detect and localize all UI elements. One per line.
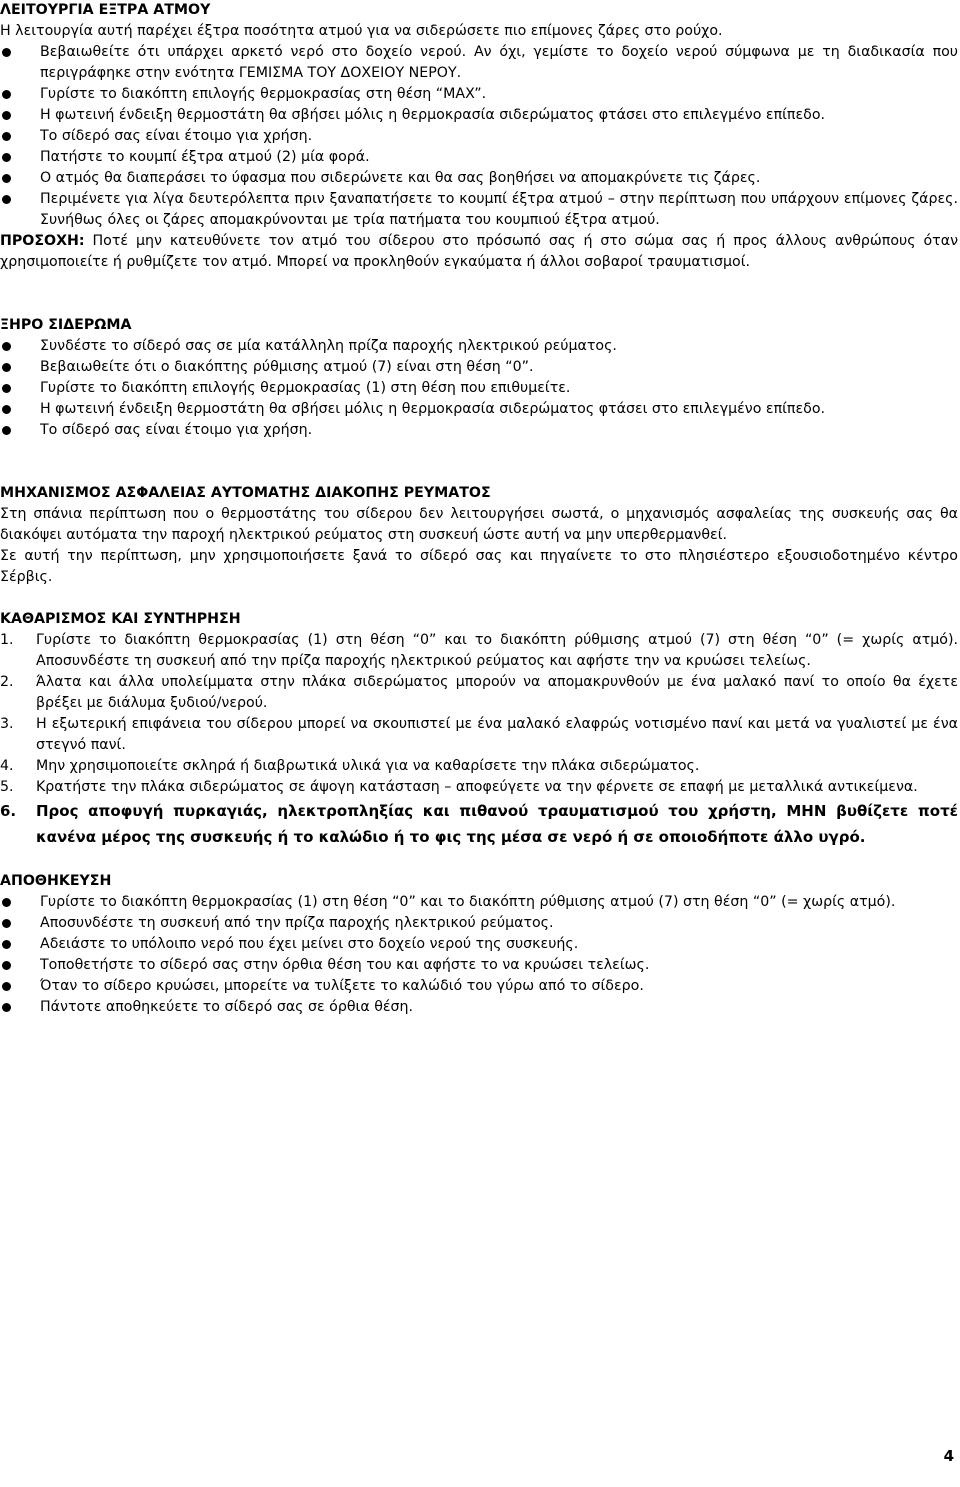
list-item: Πάντοτε αποθηκεύετε το σίδερό σας σε όρθια θέση.: [0, 997, 958, 1018]
section-safety-cutoff: [0, 483, 958, 588]
spacer: [0, 273, 958, 315]
list-item: Βεβαιωθείτε ότι υπάρχει αρκετό νερό στο δοχείο νερού. Αν όχι, γεμίστε το δοχείο νερού σύμφωνα με τη διαδικασία που περιγράφηκε στην ενότητα ΓΕΜΙΣΜΑ ΤΟΥ ΔΟΧΕΙΟΥ ΝΕΡΟΥ.: [0, 42, 958, 84]
spacer: [0, 850, 958, 871]
list-item: Το σίδερό σας είναι έτοιμο για χρήση.: [0, 126, 958, 147]
section-title-safety-cutoff: ΜΗΧΑΝΙΣΜΟΣ ΑΣΦΑΛΕΙΑΣ ΑΥΤΟΜΑΤΗΣ ΔΙΑΚΟΠΗΣ ΡΕΥΜΑΤΟΣ: [0, 485, 491, 501]
list-item: Βεβαιωθείτε ότι ο διακόπτης ρύθμισης ατμού (7) είναι στη θέση “0”.: [0, 357, 958, 378]
section-cleaning: [0, 609, 958, 850]
section-title-dry-ironing: ΞΗΡΟ ΣΙΔΕΡΩΜΑ: [0, 317, 132, 333]
warning-text: Ποτέ μην κατευθύνετε τον ατμό του σίδερου στο πρόσωπό σας ή στο σώμα σας ή προς άλλους ανθρώπους όταν χρησιμοποιείτε ή ρυθμίζετε τον ατμό. Μπορεί να προκληθούν εγκαύματα ή άλλοι σοβαροί τραυματισμοί.: [0, 233, 958, 270]
bullet-icon: [2, 1003, 11, 1012]
list-item: Αποσυνδέστε τη συσκευή από την πρίζα παροχής ηλεκτρικού ρεύματος.: [0, 913, 958, 934]
bullet-icon: [2, 195, 11, 204]
list-item: Αδειάστε το υπόλοιπο νερό που έχει μείνει στο δοχείο νερού της συσκευής.: [0, 934, 958, 955]
extra-steam-bullets: [0, 42, 958, 231]
bullet-icon: [2, 384, 11, 393]
safety-cutoff-paragraph: Σε αυτή την περίπτωση, μην χρησιμοποιήσετε ξανά το σίδερό σας και πηγαίνετε το στο πλησιέστερο εξουσιοδοτημένο κέντρο Σέρβις.: [0, 548, 958, 585]
section-storage: [0, 871, 958, 1018]
list-item: 1. Γυρίστε το διακόπτη θερμοκρασίας (1) στη θέση “0” και το διακόπτη ρύθμισης ατμού (7) στη θέση “0” (= χωρίς ατμό). Αποσυνδέστε τη συσκευή από την πρίζα παροχής ηλεκτρικού ρεύματος και αφήστε την να κρυώσει τελείως.: [0, 632, 958, 669]
cleaning-steps: [0, 630, 958, 850]
bullet-icon: [2, 982, 11, 991]
bullet-icon: [2, 90, 11, 99]
list-item: Ο ατμός θα διαπεράσει το ύφασμα που σιδερώνετε και θα σας βοηθήσει να απομακρύνετε τις ζάρες.: [0, 168, 958, 189]
bullet-icon: [2, 153, 11, 162]
page-number: 4: [943, 1447, 954, 1465]
list-item: Όταν το σίδερο κρυώσει, μπορείτε να τυλίξετε το καλώδιό του γύρω από το σίδερο.: [0, 976, 958, 997]
bullet-icon: [2, 426, 11, 435]
bullet-icon: [2, 405, 11, 414]
bullet-icon: [2, 940, 11, 949]
safety-cutoff-paragraph: Στη σπάνια περίπτωση που ο θερμοστάτης του σίδερου δεν λειτουργήσει σωστά, ο μηχανισμός ασφαλείας της συσκευής σας θα διακόψει αυτόματα την παροχή ηλεκτρικού ρεύματος στη συσκευή ώστε αυτή να μην υπερθερμανθεί.: [0, 506, 958, 543]
extra-steam-warning: [0, 231, 958, 273]
list-item: Συνδέστε το σίδερό σας σε μία κατάλληλη πρίζα παροχής ηλεκτρικού ρεύματος.: [0, 336, 958, 357]
bullet-icon: [2, 342, 11, 351]
dry-ironing-bullets: [0, 336, 958, 441]
bullet-icon: [2, 919, 11, 928]
list-item: 6. Προς αποφυγή πυρκαγιάς, ηλεκτροπληξίας και πιθανού τραυματισμού του χρήστη, ΜΗΝ βυθίζετε ποτέ κανένα μέρος της συσκευής ή το καλώδιο ή το φις της μέσα σε νερό ή σε οποιοδήποτε άλλο υγρό.: [0, 802, 958, 846]
list-item: 4. Μην χρησιμοποιείτε σκληρά ή διαβρωτικά υλικά για να καθαρίσετε την πλάκα σιδερώματος.: [0, 758, 700, 774]
section-title-extra-steam: ΛΕΙΤΟΥΡΓΙΑ ΕΞΤΡΑ ΑΤΜΟΥ: [0, 2, 211, 18]
list-item: Το σίδερό σας είναι έτοιμο για χρήση.: [0, 420, 958, 441]
section-extra-steam: [0, 0, 958, 273]
section-title-storage: ΑΠΟΘΗΚΕΥΣΗ: [0, 873, 112, 889]
list-item: Η φωτεινή ένδειξη θερμοστάτη θα σβήσει μόλις η θερμοκρασία σιδερώματος φτάσει στο επιλεγμένο επίπεδο.: [0, 399, 958, 420]
bullet-icon: [2, 48, 11, 57]
list-item: 5. Κρατήστε την πλάκα σιδερώματος σε άψογη κατάσταση – αποφεύγετε να την φέρνετε σε επαφή με μεταλλικά αντικείμενα.: [0, 779, 918, 795]
list-item: Γυρίστε το διακόπτη θερμοκρασίας (1) στη θέση “0” και το διακόπτη ρύθμισης ατμού (7) στη θέση “0” (= χωρίς ατμό).: [0, 892, 958, 913]
extra-steam-intro: Η λειτουργία αυτή παρέχει έξτρα ποσότητα ατμού για να σιδερώσετε πιο επίμονες ζάρες στο ρούχο.: [0, 23, 723, 39]
list-item: Πατήστε το κουμπί έξτρα ατμού (2) μία φορά.: [0, 147, 958, 168]
bullet-icon: [2, 961, 11, 970]
list-item: 2. Άλατα και άλλα υπολείμματα στην πλάκα σιδερώματος μπορούν να απομακρυνθούν με ένα μαλακό πανί το οποίο θα έχετε βρέξει με διάλυμα ξυδιού/νερού.: [0, 674, 958, 711]
bullet-icon: [2, 111, 11, 120]
list-item: Γυρίστε το διακόπτη επιλογής θερμοκρασίας (1) στη θέση που επιθυμείτε.: [0, 378, 958, 399]
bullet-icon: [2, 898, 11, 907]
warning-label: ΠΡΟΣΟΧΗ:: [0, 233, 85, 249]
spacer: [0, 588, 958, 609]
bullet-icon: [2, 174, 11, 183]
list-item: 3. Η εξωτερική επιφάνεια του σίδερου μπορεί να σκουπιστεί με ένα μαλακό ελαφρώς νοτισμένο πανί και μετά να γυαλιστεί με ένα στεγνό πανί.: [0, 716, 958, 753]
bullet-icon: [2, 363, 11, 372]
storage-bullets: [0, 892, 958, 1018]
bullet-icon: [2, 132, 11, 141]
list-item: Τοποθετήστε το σίδερό σας στην όρθια θέση του και αφήστε το να κρυώσει τελείως.: [0, 955, 958, 976]
list-item: Περιμένετε για λίγα δευτερόλεπτα πριν ξαναπατήσετε το κουμπί έξτρα ατμού – στην περίπτωση που υπάρχουν επίμονες ζάρες. Συνήθως όλες οι ζάρες απομακρύνονται με τρία πατήματα του κουμπιού έξτρα ατμού.: [0, 189, 958, 231]
section-dry-ironing: [0, 315, 958, 441]
spacer: [0, 441, 958, 483]
list-item: Η φωτεινή ένδειξη θερμοστάτη θα σβήσει μόλις η θερμοκρασία σιδερώματος φτάσει στο επιλεγμένο επίπεδο.: [0, 105, 958, 126]
section-title-cleaning: ΚΑΘΑΡΙΣΜΟΣ ΚΑΙ ΣΥΝΤΗΡΗΣΗ: [0, 611, 241, 627]
list-item: Γυρίστε το διακόπτη επιλογής θερμοκρασίας στη θέση “MAX”.: [0, 84, 958, 105]
